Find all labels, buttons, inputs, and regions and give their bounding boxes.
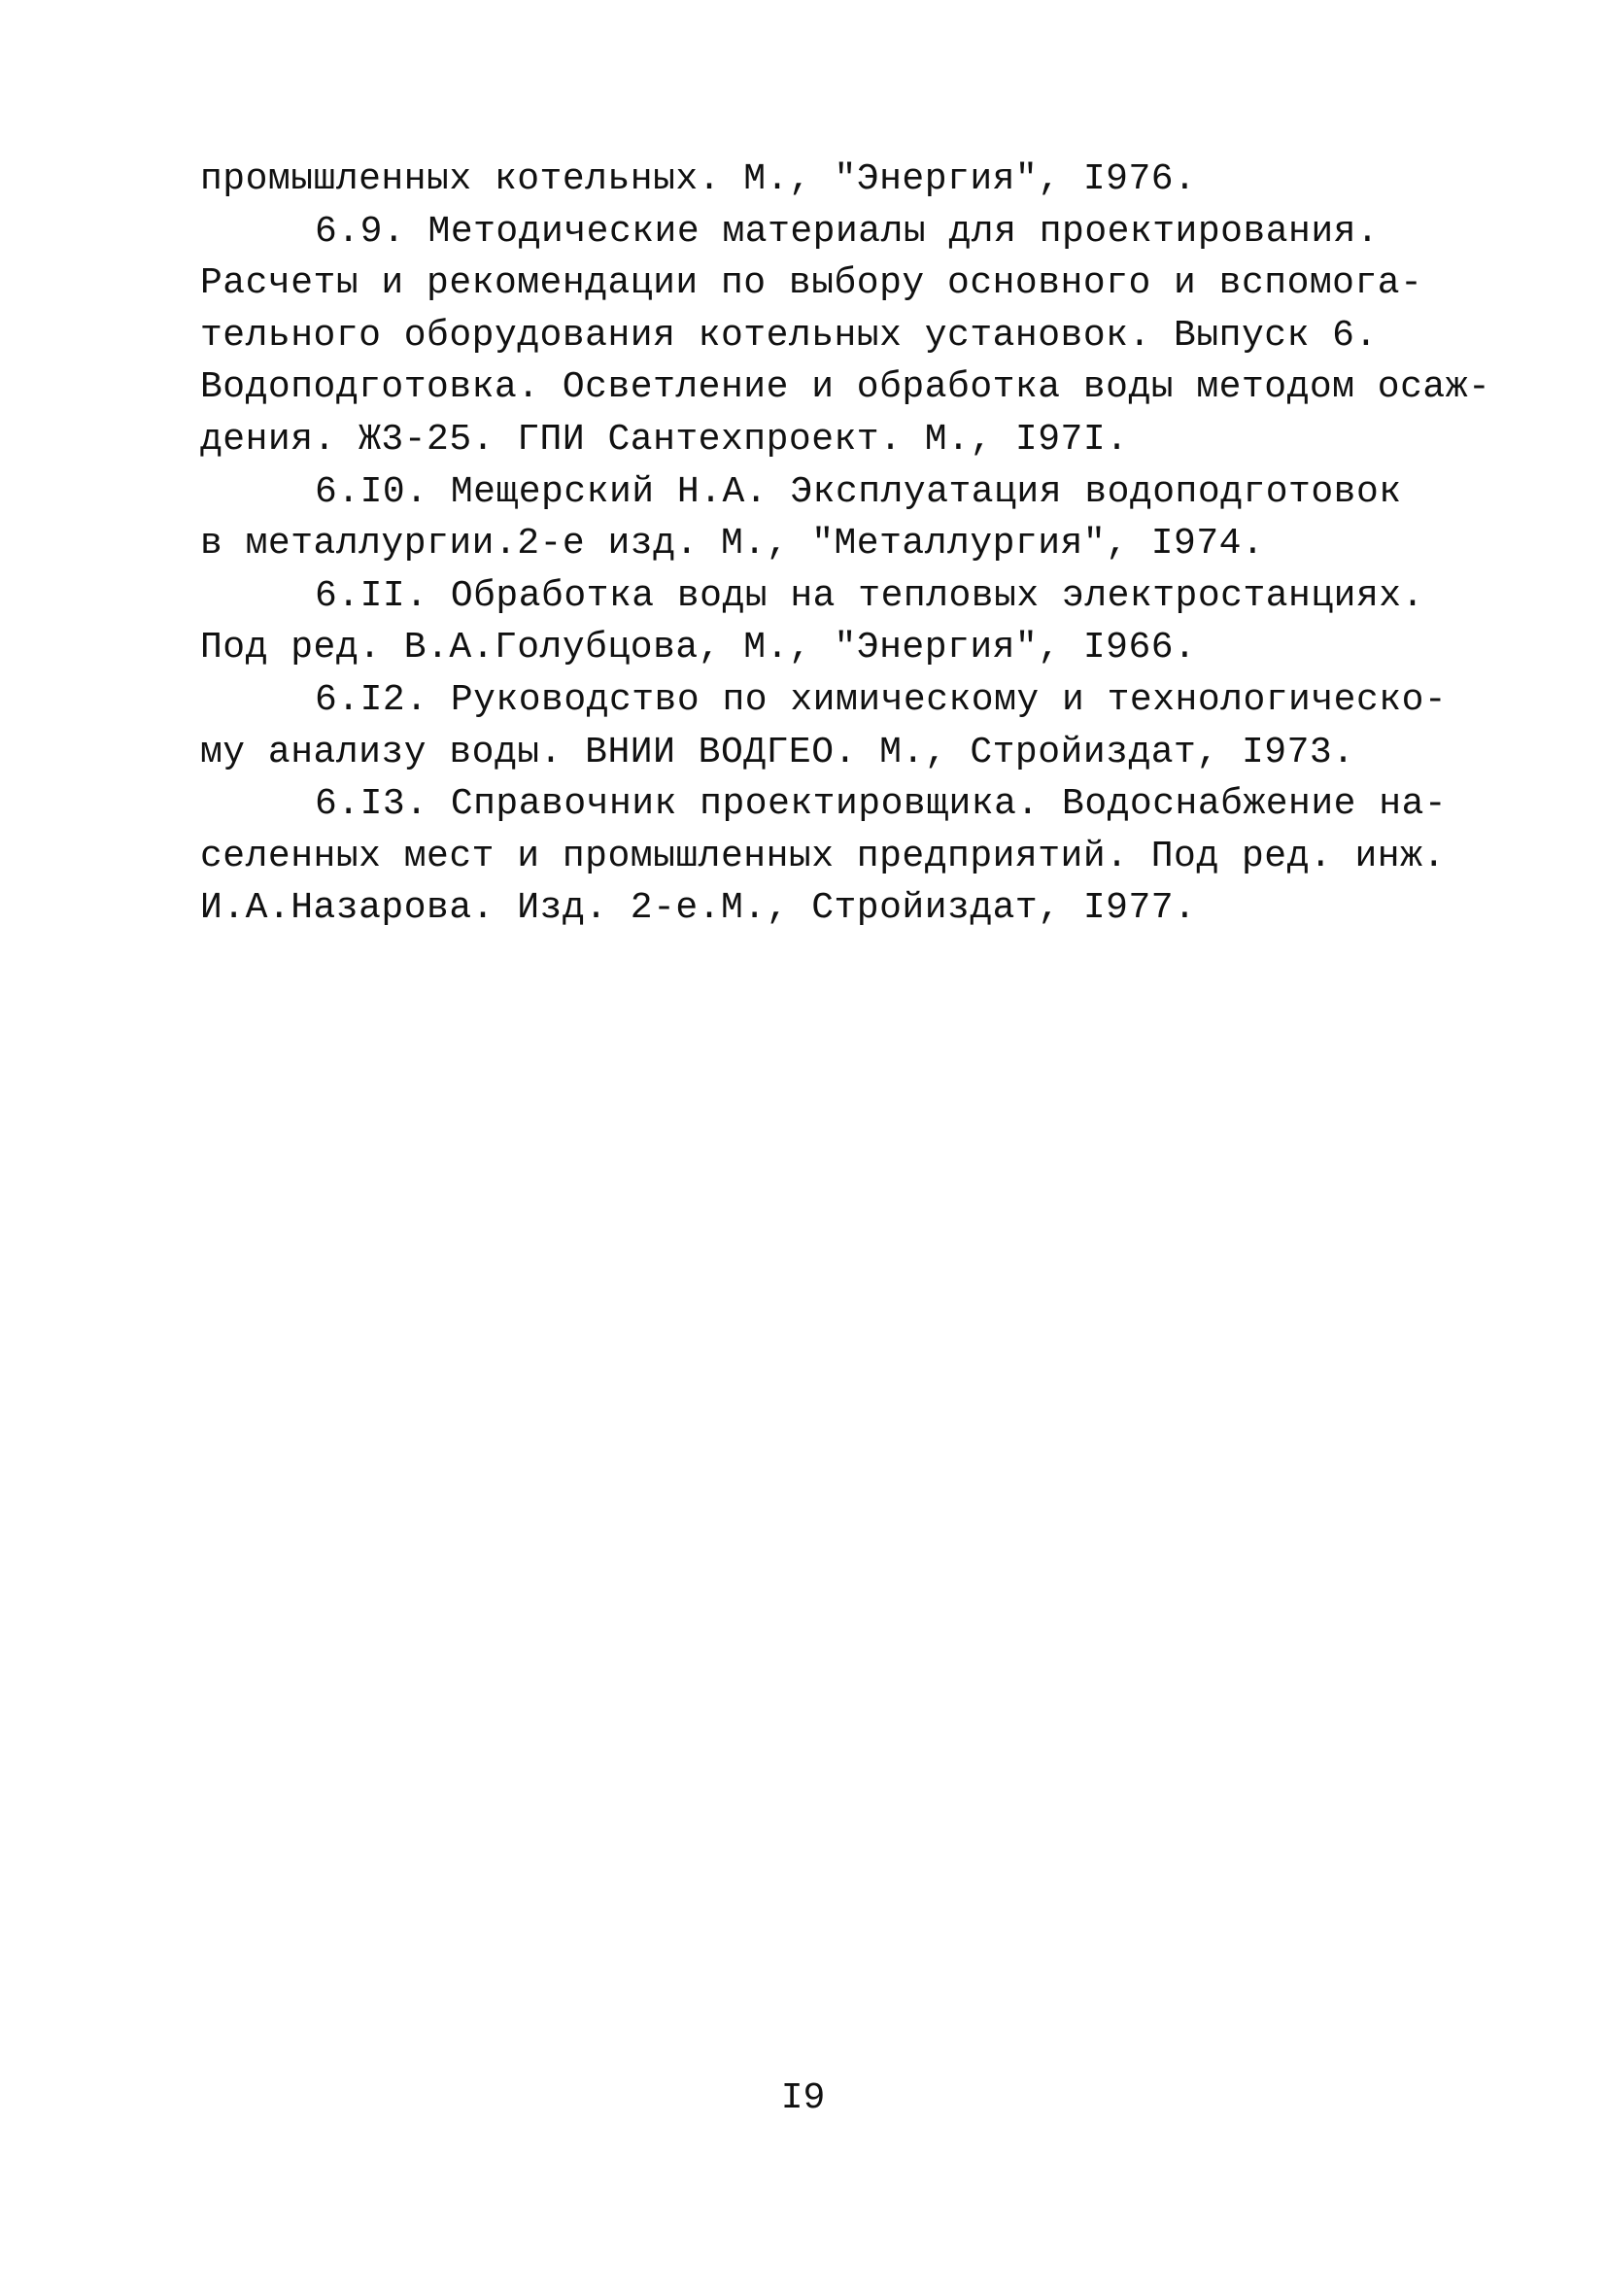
text-line: в металлургии.2-е изд. М., "Металлургия", I974. [200,523,1265,565]
text-line: селенных мест и промышленных предприятий. Под ред. инж. [200,835,1446,877]
text-line: му анализу воды. ВНИИ ВОДГЕО. М., Стройиздат, I973. [200,731,1355,773]
text-line: 6.I3. Справочник проектировщика. Водоснабжение на- [315,783,1448,826]
text-line: 6.I2. Руководство по химическому и технологическо- [315,678,1448,721]
text-line: 6.II. Обработка воды на тепловых электростанциях. [315,574,1424,617]
text-line: 6.I0. Мещерский Н.А. Эксплуатация водоподготовок [315,470,1402,513]
text-line: Под ред. В.А.Голубцова, М., "Энергия", I966. [200,627,1197,669]
text-line: Водоподготовка. Осветление и обработка воды методом осаж- [200,366,1491,409]
text-line: 6.9. Методические материалы для проектирования. [315,210,1380,253]
page-number: I9 [780,2077,826,2119]
text-line: Расчеты и рекомендации по выбору основного и вспомога- [200,262,1423,305]
bibliography-text [200,154,1491,935]
text-line: дения. Ж3-25. ГПИ Сантехпроект. М., I97I. [200,418,1129,461]
text-line: промышленных котельных. М., "Энергия", I976. [200,158,1197,200]
text-line: тельного оборудования котельных установок. Выпуск 6. [200,314,1378,357]
text-line: И.А.Назарова. Изд. 2-е.М., Стройиздат, I977. [200,887,1197,930]
